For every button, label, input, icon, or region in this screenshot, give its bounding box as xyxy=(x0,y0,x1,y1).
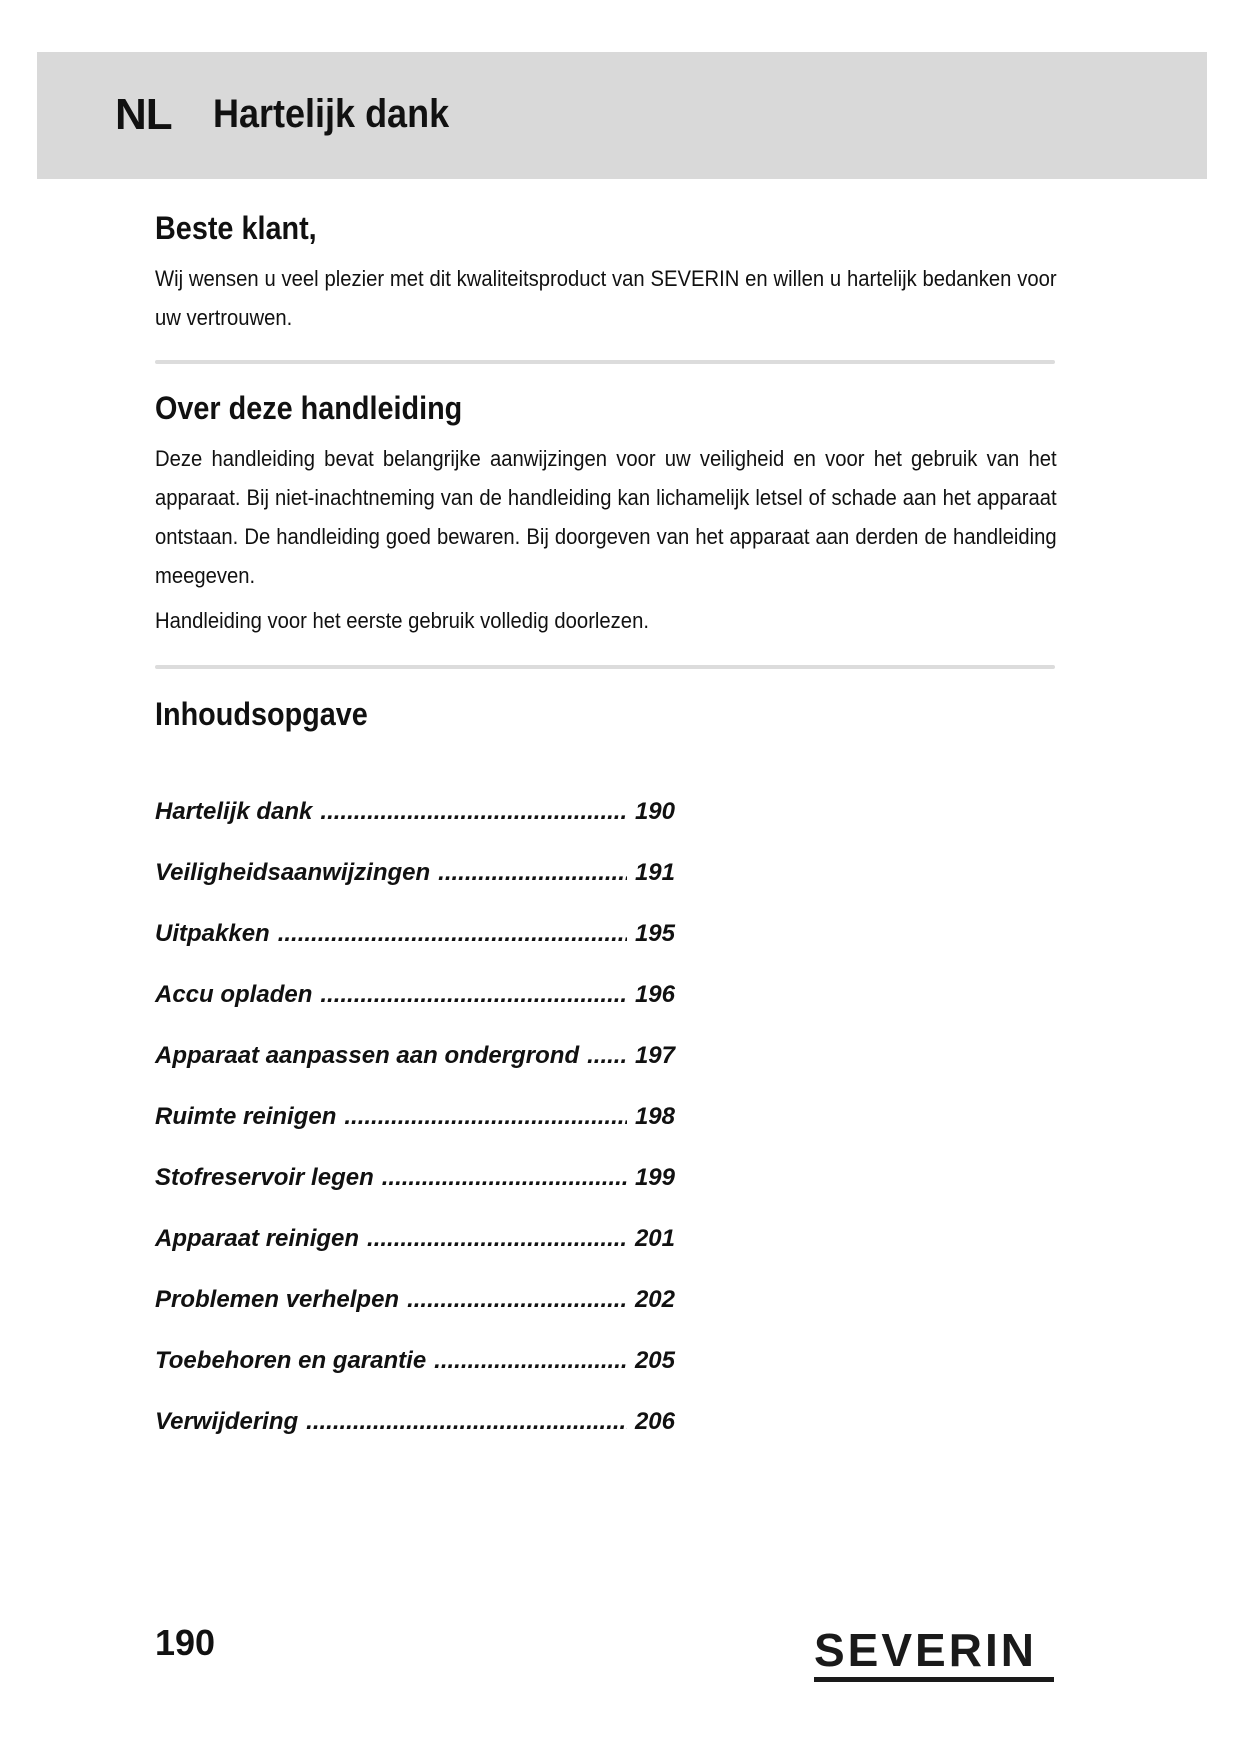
toc-entry[interactable] xyxy=(155,798,675,834)
toc-leader-dots xyxy=(434,1347,627,1375)
toc-label: Toebehoren en garantie xyxy=(155,1347,427,1374)
toc-page-number: 190 xyxy=(634,798,675,825)
toc-page-number: 197 xyxy=(634,1042,675,1069)
brand-underline xyxy=(814,1677,1054,1682)
toc-leader-dots xyxy=(344,1103,627,1131)
brand-wordmark: SEVERIN xyxy=(814,1624,1037,1676)
toc-page-number: 201 xyxy=(634,1225,675,1252)
section-paragraph: Deze handleiding bevat belangrijke aanwijzingen voor uw veiligheid en voor het gebruik van het apparaat. Bij niet-inachtneming van de handleiding kan lichamelijk letsel of schade aan het apparaat ontstaan. De handleiding goed bewaren. Bij doorgeven van het apparaat aan derden de handleiding meegeven. xyxy=(155,446,1057,588)
section-paragraph: Handleiding voor het eerste gebruik volledig doorlezen. xyxy=(155,608,649,633)
toc-entry[interactable] xyxy=(155,1408,675,1444)
toc-leader-dots xyxy=(587,1042,627,1070)
toc-label: Veiligheidsaanwijzingen xyxy=(155,859,431,886)
toc-label: Apparaat aanpassen aan ondergrond xyxy=(155,1042,580,1069)
section-heading: Over deze handleiding xyxy=(155,390,463,426)
toc-leader-dots xyxy=(320,981,627,1009)
toc-label: Hartelijk dank xyxy=(155,798,313,825)
section-heading: Inhoudsopgave xyxy=(155,696,368,732)
section-divider xyxy=(155,360,1055,364)
toc-page-number: 198 xyxy=(634,1103,675,1130)
severin-logo xyxy=(814,1624,1054,1684)
toc-leader-dots xyxy=(382,1164,627,1192)
toc-leader-dots xyxy=(320,798,627,826)
toc-entry[interactable] xyxy=(155,981,675,1017)
toc-entry[interactable] xyxy=(155,1042,675,1078)
toc-entry[interactable] xyxy=(155,920,675,956)
toc-page-number: 206 xyxy=(634,1408,675,1435)
page-title: Hartelijk dank xyxy=(213,92,450,136)
section-contents xyxy=(155,696,1055,733)
toc-entry[interactable] xyxy=(155,859,675,895)
toc-leader-dots xyxy=(407,1286,627,1314)
toc-label: Ruimte reinigen xyxy=(155,1103,337,1130)
toc-leader-dots xyxy=(278,920,627,948)
toc-page-number: 205 xyxy=(634,1347,675,1374)
toc-page-number: 191 xyxy=(634,859,675,886)
toc-page-number: 195 xyxy=(634,920,675,947)
toc-label: Apparaat reinigen xyxy=(155,1225,360,1252)
section-divider xyxy=(155,665,1055,669)
toc-label: Problemen verhelpen xyxy=(155,1286,400,1313)
language-code: NL xyxy=(115,90,172,139)
page-header xyxy=(37,52,1207,179)
section-paragraph: Wij wensen u veel plezier met dit kwaliteitsproduct van SEVERIN en willen u hartelijk bedanken voor uw vertrouwen. xyxy=(155,266,1057,330)
page-number: 190 xyxy=(155,1622,216,1663)
toc-entry[interactable] xyxy=(155,1164,675,1200)
section-heading: Beste klant, xyxy=(155,210,317,246)
toc-label: Uitpakken xyxy=(155,920,270,947)
toc-leader-dots xyxy=(438,859,627,887)
toc-page-number: 199 xyxy=(634,1164,675,1191)
section-greeting xyxy=(155,210,1055,337)
toc-entry[interactable] xyxy=(155,1103,675,1139)
toc-label: Accu opladen xyxy=(155,981,313,1008)
toc-page-number: 202 xyxy=(634,1286,675,1313)
toc-page-number: 196 xyxy=(634,981,675,1008)
toc-leader-dots xyxy=(367,1225,627,1253)
toc-label: Stofreservoir legen xyxy=(155,1164,374,1191)
toc-label: Verwijdering xyxy=(155,1408,299,1435)
toc-leader-dots xyxy=(306,1408,627,1436)
toc-entry[interactable] xyxy=(155,1225,675,1261)
section-about-manual xyxy=(155,390,1055,640)
toc-entry[interactable] xyxy=(155,1286,675,1322)
toc-entry[interactable] xyxy=(155,1347,675,1383)
